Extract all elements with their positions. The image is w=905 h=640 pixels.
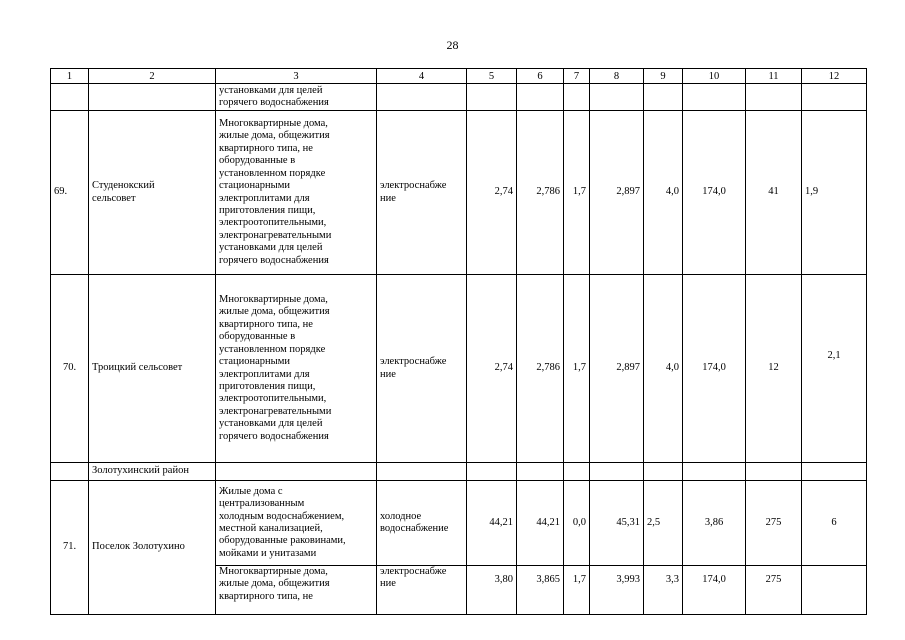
value-cell: 45,31 <box>590 481 644 566</box>
value-cell: 12 <box>746 275 802 463</box>
header-cell: 10 <box>683 69 746 84</box>
value-cell: 41 <box>746 111 802 275</box>
table-row <box>51 275 867 463</box>
value-cell: 2,897 <box>590 111 644 275</box>
description-cell: Жилые дома с централизованным холодным водоснабжением, местной канализацией, оборудованные раковинами, мойками и унитазами <box>216 481 377 566</box>
description-cell: Многоквартирные дома, жилые дома, общежития квартирного типа, не оборудованные в установленном порядке стационарными электроплитами для приготовления пищи, электроотопительными, электронагревательными установками для целей горячего водоснабжения <box>216 111 377 275</box>
value-cell: 0,0 <box>564 481 590 566</box>
district-name: Золотухинский район <box>89 463 216 481</box>
settlement-name: Троицкий сельсовет <box>89 275 216 463</box>
value-cell: 2,897 <box>590 275 644 463</box>
value-cell: 44,21 <box>517 481 564 566</box>
value-cell: 2,74 <box>467 111 517 275</box>
header-cell: 7 <box>564 69 590 84</box>
settlement-name: Поселок Золотухино <box>89 481 216 615</box>
header-cell: 1 <box>51 69 89 84</box>
value-cell: 3,86 <box>683 481 746 566</box>
header-cell: 5 <box>467 69 517 84</box>
table-row <box>51 111 867 275</box>
service-cell: электроснабже ние <box>377 111 467 275</box>
value-cell: 2,74 <box>467 275 517 463</box>
row-number: 70. <box>51 275 89 463</box>
value-cell: 2,1 <box>802 275 867 463</box>
value-cell: 3,3 <box>644 566 683 615</box>
table-row <box>51 481 867 566</box>
value-cell: 3,80 <box>467 566 517 615</box>
header-cell: 3 <box>216 69 377 84</box>
value-cell: 4,0 <box>644 275 683 463</box>
header-cell: 4 <box>377 69 467 84</box>
value-cell: 1,7 <box>564 566 590 615</box>
description-cell: Многоквартирные дома, жилые дома, общежития квартирного типа, не <box>216 566 377 615</box>
value-cell: 2,786 <box>517 111 564 275</box>
value-cell: 174,0 <box>683 275 746 463</box>
value-cell: 275 <box>746 566 802 615</box>
value-cell: 2,786 <box>517 275 564 463</box>
value-cell: 174,0 <box>683 111 746 275</box>
value-cell: 1,9 <box>802 111 867 275</box>
value-cell: 3,865 <box>517 566 564 615</box>
value-cell: 2,5 <box>644 481 683 566</box>
table-row <box>51 84 867 111</box>
service-cell: холодное водоснабжение <box>377 481 467 566</box>
district-row <box>51 463 867 481</box>
tariff-table <box>50 68 867 615</box>
header-cell: 9 <box>644 69 683 84</box>
value-cell: 44,21 <box>467 481 517 566</box>
value-cell: 3,993 <box>590 566 644 615</box>
value-cell: 174,0 <box>683 566 746 615</box>
value-cell: 6 <box>802 481 867 566</box>
description-cell: установками для целей горячего водоснабжения <box>216 84 377 111</box>
value-cell: 1,7 <box>564 111 590 275</box>
header-cell: 8 <box>590 69 644 84</box>
header-row <box>51 69 867 84</box>
header-cell: 2 <box>89 69 216 84</box>
value-cell: 275 <box>746 481 802 566</box>
header-cell: 12 <box>802 69 867 84</box>
page-number: 28 <box>446 38 459 52</box>
value-cell: 4,0 <box>644 111 683 275</box>
service-cell: электроснабже ние <box>377 275 467 463</box>
value-cell: 1,7 <box>564 275 590 463</box>
settlement-name: Студенокский сельсовет <box>89 111 216 275</box>
row-number: 69. <box>51 111 89 275</box>
description-cell: Многоквартирные дома, жилые дома, общежития квартирного типа, не оборудованные в установленном порядке стационарными электроплитами для приготовления пищи, электроотопительными, электронагревательными установками для целей горячего водоснабжения <box>216 275 377 463</box>
header-cell: 6 <box>517 69 564 84</box>
header-cell: 11 <box>746 69 802 84</box>
service-cell: электроснабже ние <box>377 566 467 615</box>
row-number: 71. <box>51 481 89 615</box>
